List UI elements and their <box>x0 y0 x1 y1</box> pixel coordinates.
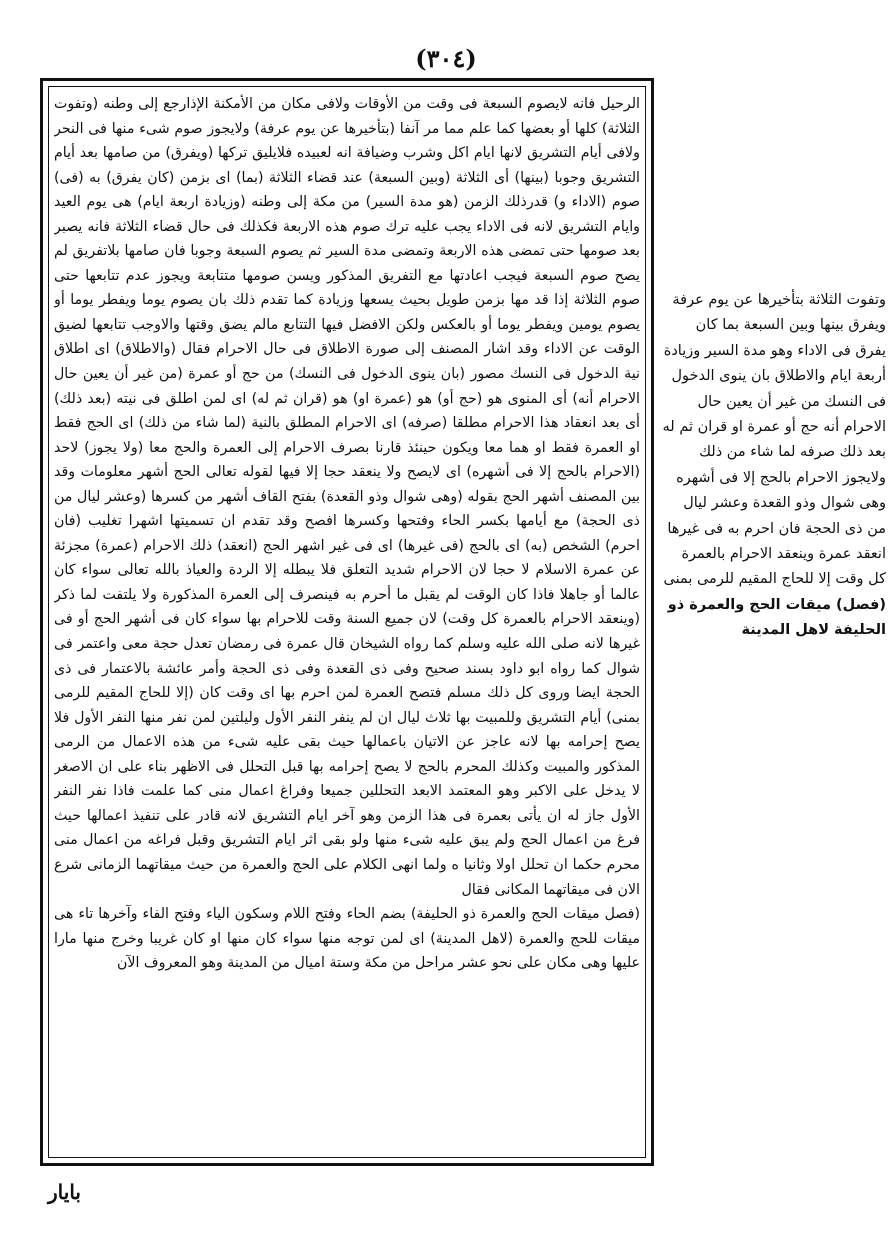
main-paragraph-section: (فصل ميقات الحج والعمرة ذو الحليفة) بضم الحاء وفتح اللام وسكون الياء وفتح الفاء وآخرها تاء هى ميقات للحج والعمرة (لاهل المدينة) اى لمن توجه منها سواء كان منها او كان غريبا وخرج منها مارا عليها وهى مكان على نحو عشر مراحل من مكة وستة اميال من المدينة وهو المعروف الآن <box>54 906 640 972</box>
margin-section-heading: (فصل) ميقات الحج والعمرة ذو الحليفة لاهل المدينة <box>667 596 886 639</box>
page-number: (٣٠٤) <box>415 44 477 73</box>
margin-note-text: وتفوت الثلاثة بتأخيرها عن يوم عرفة ويفرق بينها وبين السبعة بما كان يفرق فى الاداء وهو مدة السير وزيادة أربعة ايام والاطلاق بان ينوى الدخول فى النسك من غير أن يعين حال الاحرام أنه حج أو عمرة او قران ثم له بعد ذلك صرفه لما شاء من ذلك ولايجوز الاحرام بالحج إلا فى أشهره وهى شوال وذو القعدة وعشر ليال من ذى الحجة فان احرم به فى غيرها انعقد عمرة وينعقد الاحرام بالعمرة كل وقت إلا للحاج المقيم للرمى بمنى <box>662 292 886 588</box>
page-catchword: بايار <box>48 1180 81 1204</box>
main-text-block <box>54 92 640 1154</box>
margin-matn-text <box>662 288 886 928</box>
main-paragraph: الرحيل فانه لايصوم السبعة فى وقت من الأوقات ولافى مكان من الأمكنة الإذارجع إلى وطنه (وتفوت الثلاثة) كلها أو بعضها كما علم مما مر آنفا (بتأخيرها عن يوم عرفة) ولايجوز صوم شىء منها فى النحر ولافى أيام التشريق لانها ايام اكل وشرب وضيافة انه لعبيده فلايليق تركها (ويفرق) من صامها بعد أيام التشريق وجوبا (بينها) أى الثلاثة (وبين السبعة) عند قضاء الثلاثة (بما) اى بزمن (كان يفرق) به (فى) صوم (الاداء و) قدرذلك الزمن (هو مدة السير) من مكة إلى وطنه (وزيادة اربعة ايام) هى يوم العيد وايام التشريق لانه فى الاداء يجب عليه ترك صوم هذه الاربعة فكذلك فى حال قضاء الثلاثة فانه يصبر بعد صومها حتى تمضى هذه الاربعة وتمضى مدة السير ثم يصوم السبعة وجوبا فان صامها بلاتفريق لم يصح صوم السبعة فيجب اعادتها مع التفريق المذكور ويسن صومها متتابعة ويجوز عدم تتابعها حتى صوم الثلاثة إذا قد مها بزمن طويل بحيث يسعها وزيادة كما تقدم ذلك بان يصوم يوما ويفطر يوما أو يصوم يومين ويفطر يوما أو بالعكس ولكن الافضل فيها التتابع مالم يضق وقتها والاوجب تتابعها لضيق الوقت عن الاداء وقد اشار المصنف إلى صورة الاطلاق فى حال الاحرام فقال (والاطلاق) اى اطلاق نية الدخول فى النسك مصور (بان ينوى الدخول فى النسك) من حج أو عمرة (من غير أن يعين حال الاحرام أنه) أى المنوى هو (حج أو) هو (عمرة او) هو (قران ثم له) اى لمن اطلق فى نيته (بعد ذلك) أى بعد انعقاد هذا الاحرام مطلقا (صرفه) اى الاحرام المطلق بالنية (لما شاء من ذلك) اى الحج فقط او العمرة فقط او هما معا ويكون حينئذ قارنا بصرف الاحرام إلى العمرة والحج معا (ولا يجوز) لاحد (الاحرام بالحج إلا فى أشهره) اى لايصح ولا ينعقد حجا إلا فيها لقوله تعالى الحج أشهر معلومات وقد بين المصنف أشهر الحج بقوله (وهى شوال وذو القعدة) بفتح القاف أشهر من كسرها (وعشر ليال من ذى الحجة) مع أيامها بكسر الحاء وفتحها وكسرها افصح وقد تقدم ان تسميتها اشهرا تغليب (فان احرم) الشخص (به) اى بالحج (فى غيرها) اى فى غير اشهر الحج (انعقد) ذلك الاحرام (عمرة) مجزئة عن عمرة الاسلام لا حجا لان الاحرام شديد التعلق فلا يبطله إلا الردة والعياذ بالله تعالى سواء كان عالما أو جاهلا فاذا كان الوقت لم يقبل ما أحرم به فينصرف إلى العمرة المذكورة ولا يلتفت لما ذكر (وينعقد الاحرام بالعمرة كل وقت) لان جميع السنة وقت للاحرام بها سواء كان فى أشهر الحج أو فى غيرها لانه صلى الله عليه وسلم كما رواه الشيخان قال عمرة فى رمضان تعدل حجة معى واعتمر فى شوال كما رواه ابو داود بسند صحيح وفى ذى القعدة وفى ذى الحجة وأمر عائشة بالاعتمار فى ذى الحجة ايضا وروى كل ذلك مسلم فتصح العمرة لمن احرم بها اى وقت كان (إلا للحاج المقيم للرمى بمنى) أيام التشريق وللمبيت بها ثلاث ليال ان لم ينفر النفر الأول وليلتين لمن نفر منها النفر الأول فلا يصح إحرامه بها لانه عاجز عن الاتيان باعمالها حيث بقى عليه شىء من هذه الاعمال من الرمى المذكور والمبيت وكذلك المحرم بالحج لا يصح إحرامه بها قبل التحلل فى الاظهر بناء على ان الاصغر لا يدخل على الاكبر وهو المعتمد الابعد التحللين جميعا وفراغ اعمال منى كما علمت فاذا نفر النفر الأول جاز له ان يأتى بعمرة فى هذا الزمن وهو آخر ايام التشريق لانه قادر على تنفيذ اعمالها حيث فرغ من اعمال الحج ولم يبق عليه شىء منها ولو بقى اثر ايام التشريق وقبل فراغه من اعمال منى محرم حكما ان تحلل اولا وثانيا ه ولما انهى الكلام على الحج والعمرة من حيث ميقاتهما الزمانى شرع الان فى ميقاتهما المكانى فقال <box>54 96 640 898</box>
